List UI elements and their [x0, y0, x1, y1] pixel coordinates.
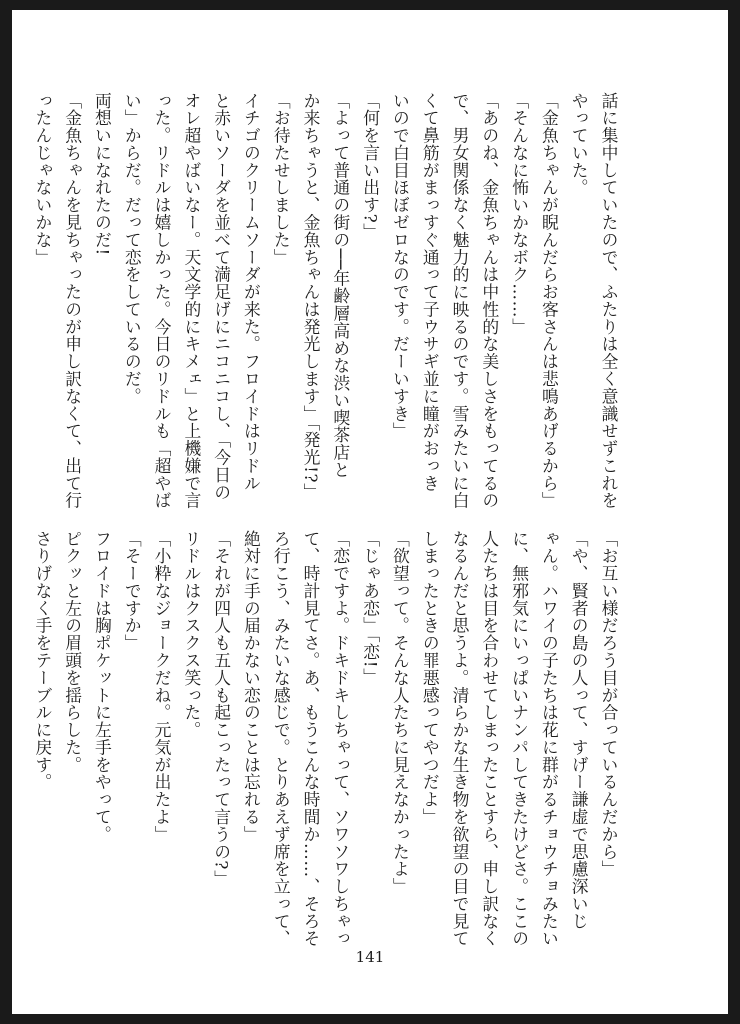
text-line: で、男女関係なく魅力的に映るのです。雪みたいに白 — [450, 92, 471, 510]
book-page — [12, 10, 728, 1014]
text-line: しまったときの罪悪感ってやつだよ」 — [420, 530, 441, 826]
text-line: フロイドは胸ポケットに左手をやって。 — [92, 530, 113, 844]
text-line: 「何を言い出す?」 — [360, 92, 381, 241]
text-line: いので白目ほぼゼロなのです。だーいすき」 — [390, 92, 411, 440]
text-line: くて鼻筋がまっすぐ通って子ウサギ並に瞳がおっき — [420, 92, 441, 492]
text-line: イチゴのクリームソーダが来た。フロイドはリドル — [241, 92, 262, 492]
text-line: ろ行こう、みたいな感じで。とりあえず席を立って、 — [271, 530, 292, 948]
text-line: なるんだと思うよ。清らかな生き物を欲望の目で見て — [450, 530, 471, 948]
text-line: ピクッと左の眉頭を揺らした。 — [62, 530, 83, 774]
text-line: か来ちゃうと、金魚ちゃんは発光します」「発光!?」 — [301, 92, 322, 501]
text-line: 「欲望って。そんな人たちに見えなかったよ」 — [390, 530, 411, 896]
text-line: リドルはクスクス笑った。 — [181, 530, 202, 739]
text-line: やっていた。 — [569, 92, 590, 197]
text-line: 「金魚ちゃんを見ちゃったのが申し訳なくて、出て行 — [62, 92, 83, 510]
text-line: 「よって普通の街の──年齢層高めな渋い喫茶店と — [330, 92, 351, 479]
text-line: 「恋ですよ。ドキドキしちゃって、ソワソワしちゃっ — [330, 530, 351, 948]
lower-text-block — [32, 530, 623, 948]
text-line: オレ超やばいなー。天文学的にキメェ」と上機嫌で言 — [181, 92, 202, 510]
text-line: 「そんなに怖いかなボク……」 — [509, 92, 530, 336]
text-line: に、無邪気にいっぱいナンパしてきたけどさ。ここの — [509, 530, 530, 948]
page-number: 141 — [355, 948, 385, 966]
text-line: ったんじゃないかな」 — [32, 92, 53, 266]
text-line: ゃん。ハワイの子たちは花に群がるチョウチョみたい — [539, 530, 560, 948]
text-line: 「それが四人も五人も起こったって言うの?」 — [211, 530, 232, 888]
text-line: さりげなく手をテーブルに戻す。 — [32, 530, 53, 791]
text-line: った。リドルは嬉しかった。今日のリドルも「超やば — [152, 92, 173, 510]
text-line: 「そーですか」 — [122, 530, 143, 652]
text-line: 「小粋なジョークだね。元気が出たよ」 — [152, 530, 173, 844]
text-line: 絶対に手の届かない恋のことは忘れる」 — [241, 530, 262, 844]
text-line: 「あのね、金魚ちゃんは中性的な美しさをもってるの — [479, 92, 500, 510]
text-line: 「お待たせしました」 — [271, 92, 292, 266]
text-line: 「お互い様だろう目が合っているんだから」 — [599, 530, 619, 878]
text-line: 人たちは目を合わせてしまったことすら、申し訳なく — [479, 530, 500, 948]
text-line: と赤いソーダを並べて満足げにニコニコし、「今日の — [211, 92, 232, 501]
text-line: い」からだ。だって恋をしているのだ。 — [122, 92, 143, 406]
text-line: 「や、賢者の島の人って、すげー謙虚で思慮深いじ — [569, 530, 590, 930]
upper-text-block — [32, 92, 623, 510]
text-line: 話に集中していたので、ふたりは全く意識せずこれを — [599, 92, 619, 510]
text-line: 「じゃあ恋」「恋!」 — [360, 530, 381, 686]
text-line: 両想いになれたのだ! — [92, 92, 113, 256]
text-line: て、時計見てさ。あ、もうこんな時間か……、そろそ — [301, 530, 322, 948]
text-line: 「金魚ちゃんが睨んだらお客さんは悲鳴あげるから」 — [539, 92, 560, 510]
